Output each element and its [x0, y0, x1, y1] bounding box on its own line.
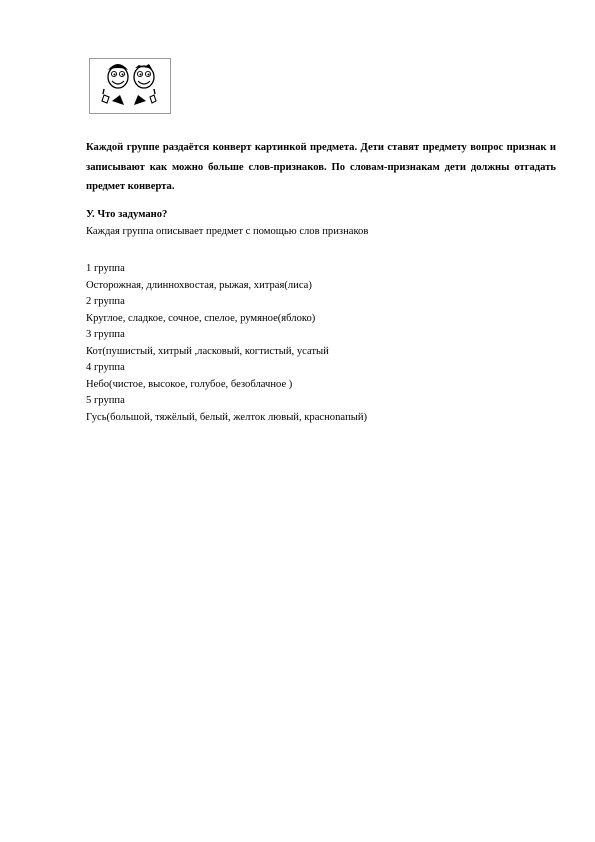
two-smiling-cartoon-heads-icon — [90, 59, 170, 113]
intro-paragraph: Каждой группе раздаётся конверт картинкой предмета. Дети ставят предмету вопрос признак и записывают как можно больше слов-признаков. По словам-признакам дети должны отгадать предмет конверта. — [86, 142, 556, 192]
cartoon-heads-illustration — [89, 58, 171, 114]
group-title-5: 5 группа — [86, 395, 125, 406]
group-title-4: 4 группа — [86, 362, 125, 373]
task-heading: У. Что задумано? — [86, 209, 168, 220]
task-instruction: Каждая группа описывает предмет с помощью слов признаков — [86, 225, 369, 237]
group-text-1: Осторожная, длиннохвостая, рыжая, хитрая(лиса) — [86, 279, 312, 291]
group-text-2: Круглое, сладкое, сочное, спелое, румяное(яблоко) — [86, 312, 316, 324]
group-title-2: 2 группа — [86, 296, 125, 307]
task-section — [86, 207, 566, 240]
group-title-3: 3 группа — [86, 329, 125, 340]
group-text-3: Кот(пушистый, хитрый ,ласковый, когтистый, усатый — [86, 345, 329, 357]
group-text-5: Гусь(большой, тяжёлый, белый, желток лювый, красноnaпый) — [86, 411, 368, 423]
groups-list — [86, 261, 566, 426]
group-text-4: Небо(чистое, высокое, голубое, безоблачное ) — [86, 378, 293, 390]
group-title-1: 1 группа — [86, 263, 125, 274]
